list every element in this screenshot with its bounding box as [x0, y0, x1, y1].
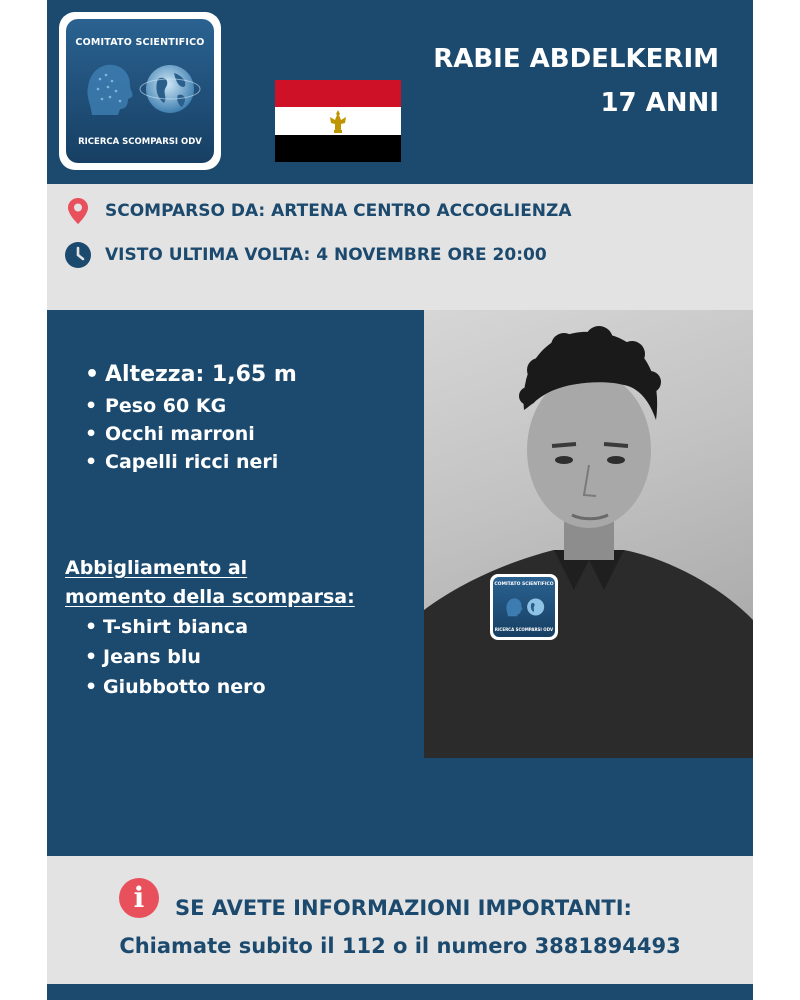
clothing-item: • Giubbotto nero [85, 672, 266, 702]
important-info-heading: SE AVETE INFORMAZIONI IMPORTANTI: [175, 896, 632, 920]
clothing-item: • T-shirt bianca [85, 612, 266, 642]
person-name: RABIE ABDELKERIM [433, 44, 719, 74]
bottom-strip [47, 984, 753, 1000]
egypt-flag [275, 80, 401, 162]
weight-item: • Peso 60 KG [85, 392, 297, 420]
info-icon: i [119, 878, 159, 918]
head-globe-icon [503, 595, 547, 619]
organization-logo [59, 12, 221, 170]
eyes-item: • Occhi marroni [85, 420, 297, 448]
eagle-emblem-icon [327, 108, 349, 134]
hair-item: • Capelli ricci neri [85, 448, 297, 476]
person-photo [424, 310, 753, 758]
call-instructions: Chiamate subito il 112 o il numero 3881894493 [119, 934, 681, 958]
photo-watermark-logo: COMITATO SCIENTIFICO RICERCA SCOMPARSI ODV [490, 574, 558, 640]
location-row [65, 198, 572, 224]
height-item: • Altezza: 1,65 m [85, 358, 297, 392]
logo-bottom-text: RICERCA SCOMPARSI ODV [78, 137, 202, 147]
clothing-item: • Jeans blu [85, 642, 266, 672]
contact-footer [47, 856, 753, 984]
logo-top-text: COMITATO SCIENTIFICO [75, 37, 205, 48]
physical-details-list [85, 358, 297, 476]
missing-person-poster [47, 0, 753, 1000]
poster-header [47, 0, 753, 184]
missing-from-text: SCOMPARSO DA: ARTENA CENTRO ACCOGLIENZA [105, 201, 572, 221]
main-section [47, 310, 753, 856]
clothing-list [85, 612, 266, 702]
clock-icon [65, 242, 91, 268]
last-seen-row [65, 242, 547, 268]
person-age: 17 ANNI [600, 88, 719, 118]
info-band [47, 184, 753, 310]
head-globe-icon [78, 57, 202, 121]
last-seen-text: VISTO ULTIMA VOLTA: 4 NOVEMBRE ORE 20:00 [105, 245, 547, 265]
location-pin-icon [65, 198, 91, 224]
portrait-illustration [424, 310, 753, 758]
clothing-heading: Abbigliamento al momento della scomparsa: [65, 557, 355, 608]
